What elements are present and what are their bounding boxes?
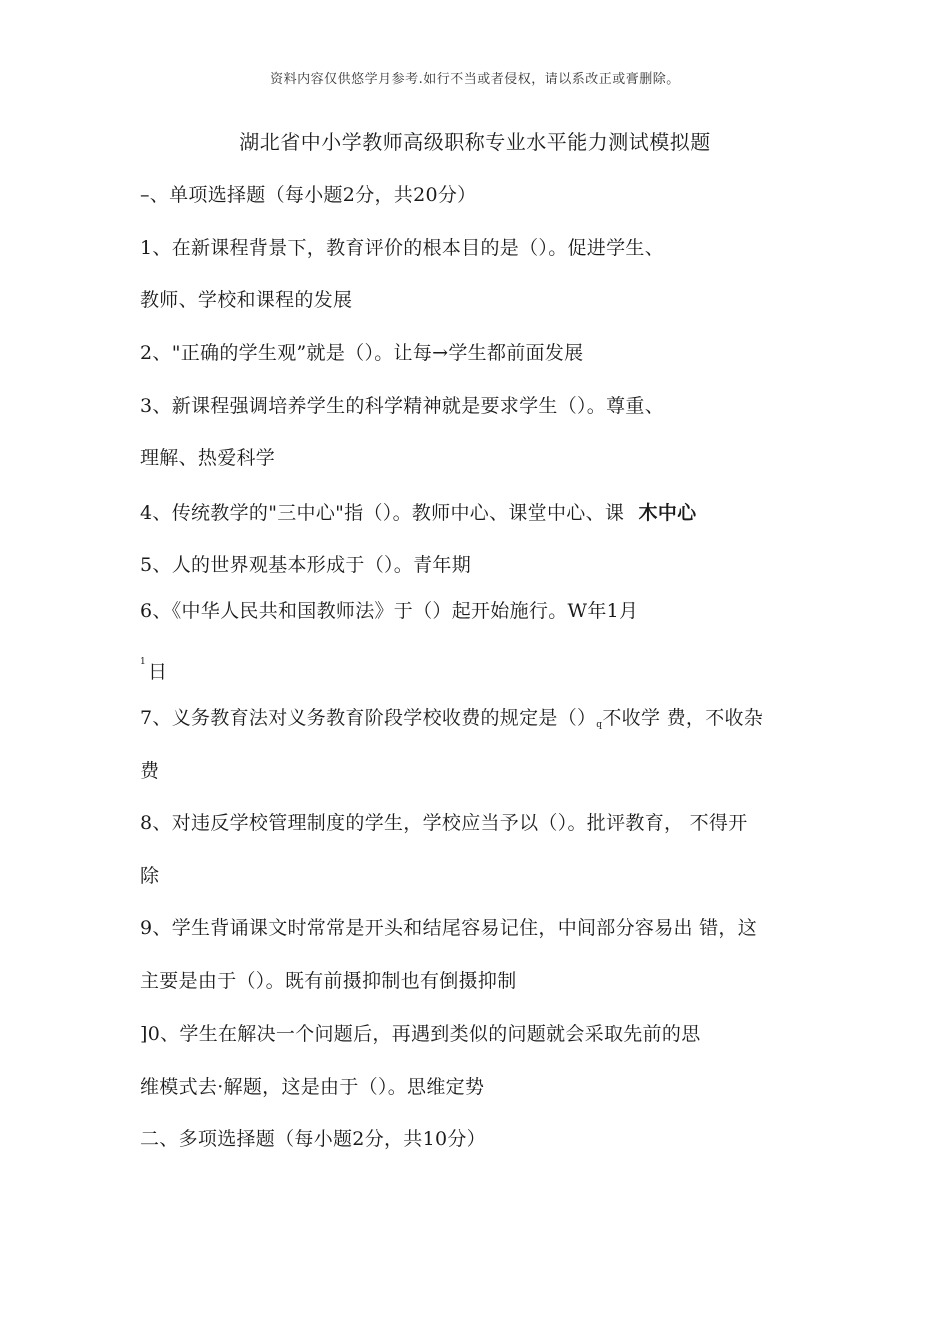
question-1-line-1: 1、在新课程背景下，教育评价的根本目的是（）。促进学生、 [140,237,664,259]
question-4 [140,498,696,525]
question-10-line-1: ]0、学生在解决一个问题后，再遇到类似的问题就会采取先前的思 [140,1023,701,1045]
question-7-post: 不收学 费，不收杂 [602,707,764,729]
question-3-line-2: 理解、热爱科学 [140,447,276,469]
question-7-line-2: 费 [140,760,160,782]
question-10-line-2: 维模式去·解题，这是由于（）。思维定势 [140,1076,485,1098]
question-5: 5、人的世界观基本形成于（）。青年期 [140,554,471,576]
question-1-line-2: 教师、学校和课程的发展 [140,289,353,311]
question-7-mark: q [596,720,603,730]
question-6-line-1: 6、《中华人民共和国教师法》于（）起开始施行。W年1月 [140,600,639,622]
question-4-text: 4、传统教学的"三中心"指（）。教师中心、课堂中心、课 [140,502,625,524]
question-6-day: 日 [148,661,168,683]
question-7-pre: 7、义务教育法对义务教育阶段学校收费的规定是（） [140,707,597,729]
header-notice: 资料内容仅供悠学月参考.如行不当或者侵权，请以系改正或膏删除。 [270,72,680,87]
question-3-line-1: 3、新课程强调培养学生的科学精神就是要求学生（）。尊重、 [140,395,664,417]
page-title: 湖北省中小学教师高级职称专业水平能力测试模拟题 [239,130,711,154]
question-6-superscript: 1 [140,657,147,667]
section-heading-single-choice: –、单项选择题（每小题2分，共20分） [140,184,477,206]
section-heading-multiple-choice: 二、多项选择题（每小题2分，共10分） [140,1128,486,1150]
question-7-line-1 [140,703,763,730]
question-8-line-2: 除 [140,865,160,887]
question-9-line-2: 主要是由于（）。既有前摄抑制也有倒摄抑制 [140,970,517,992]
question-2: 2、"正确的学生观”就是（）。让每→学生都前面发展 [140,342,584,364]
question-6-line-2 [140,657,167,684]
question-8-line-1: 8、对违反学校管理制度的学生，学校应当予以（）。批评教育， 不得开 [140,812,748,834]
question-9-line-1: 9、学生背诵课文时常常是开头和结尾容易记住，中间部分容易出 错，这 [140,917,758,939]
question-4-answer-end: 木中心 [638,502,697,524]
